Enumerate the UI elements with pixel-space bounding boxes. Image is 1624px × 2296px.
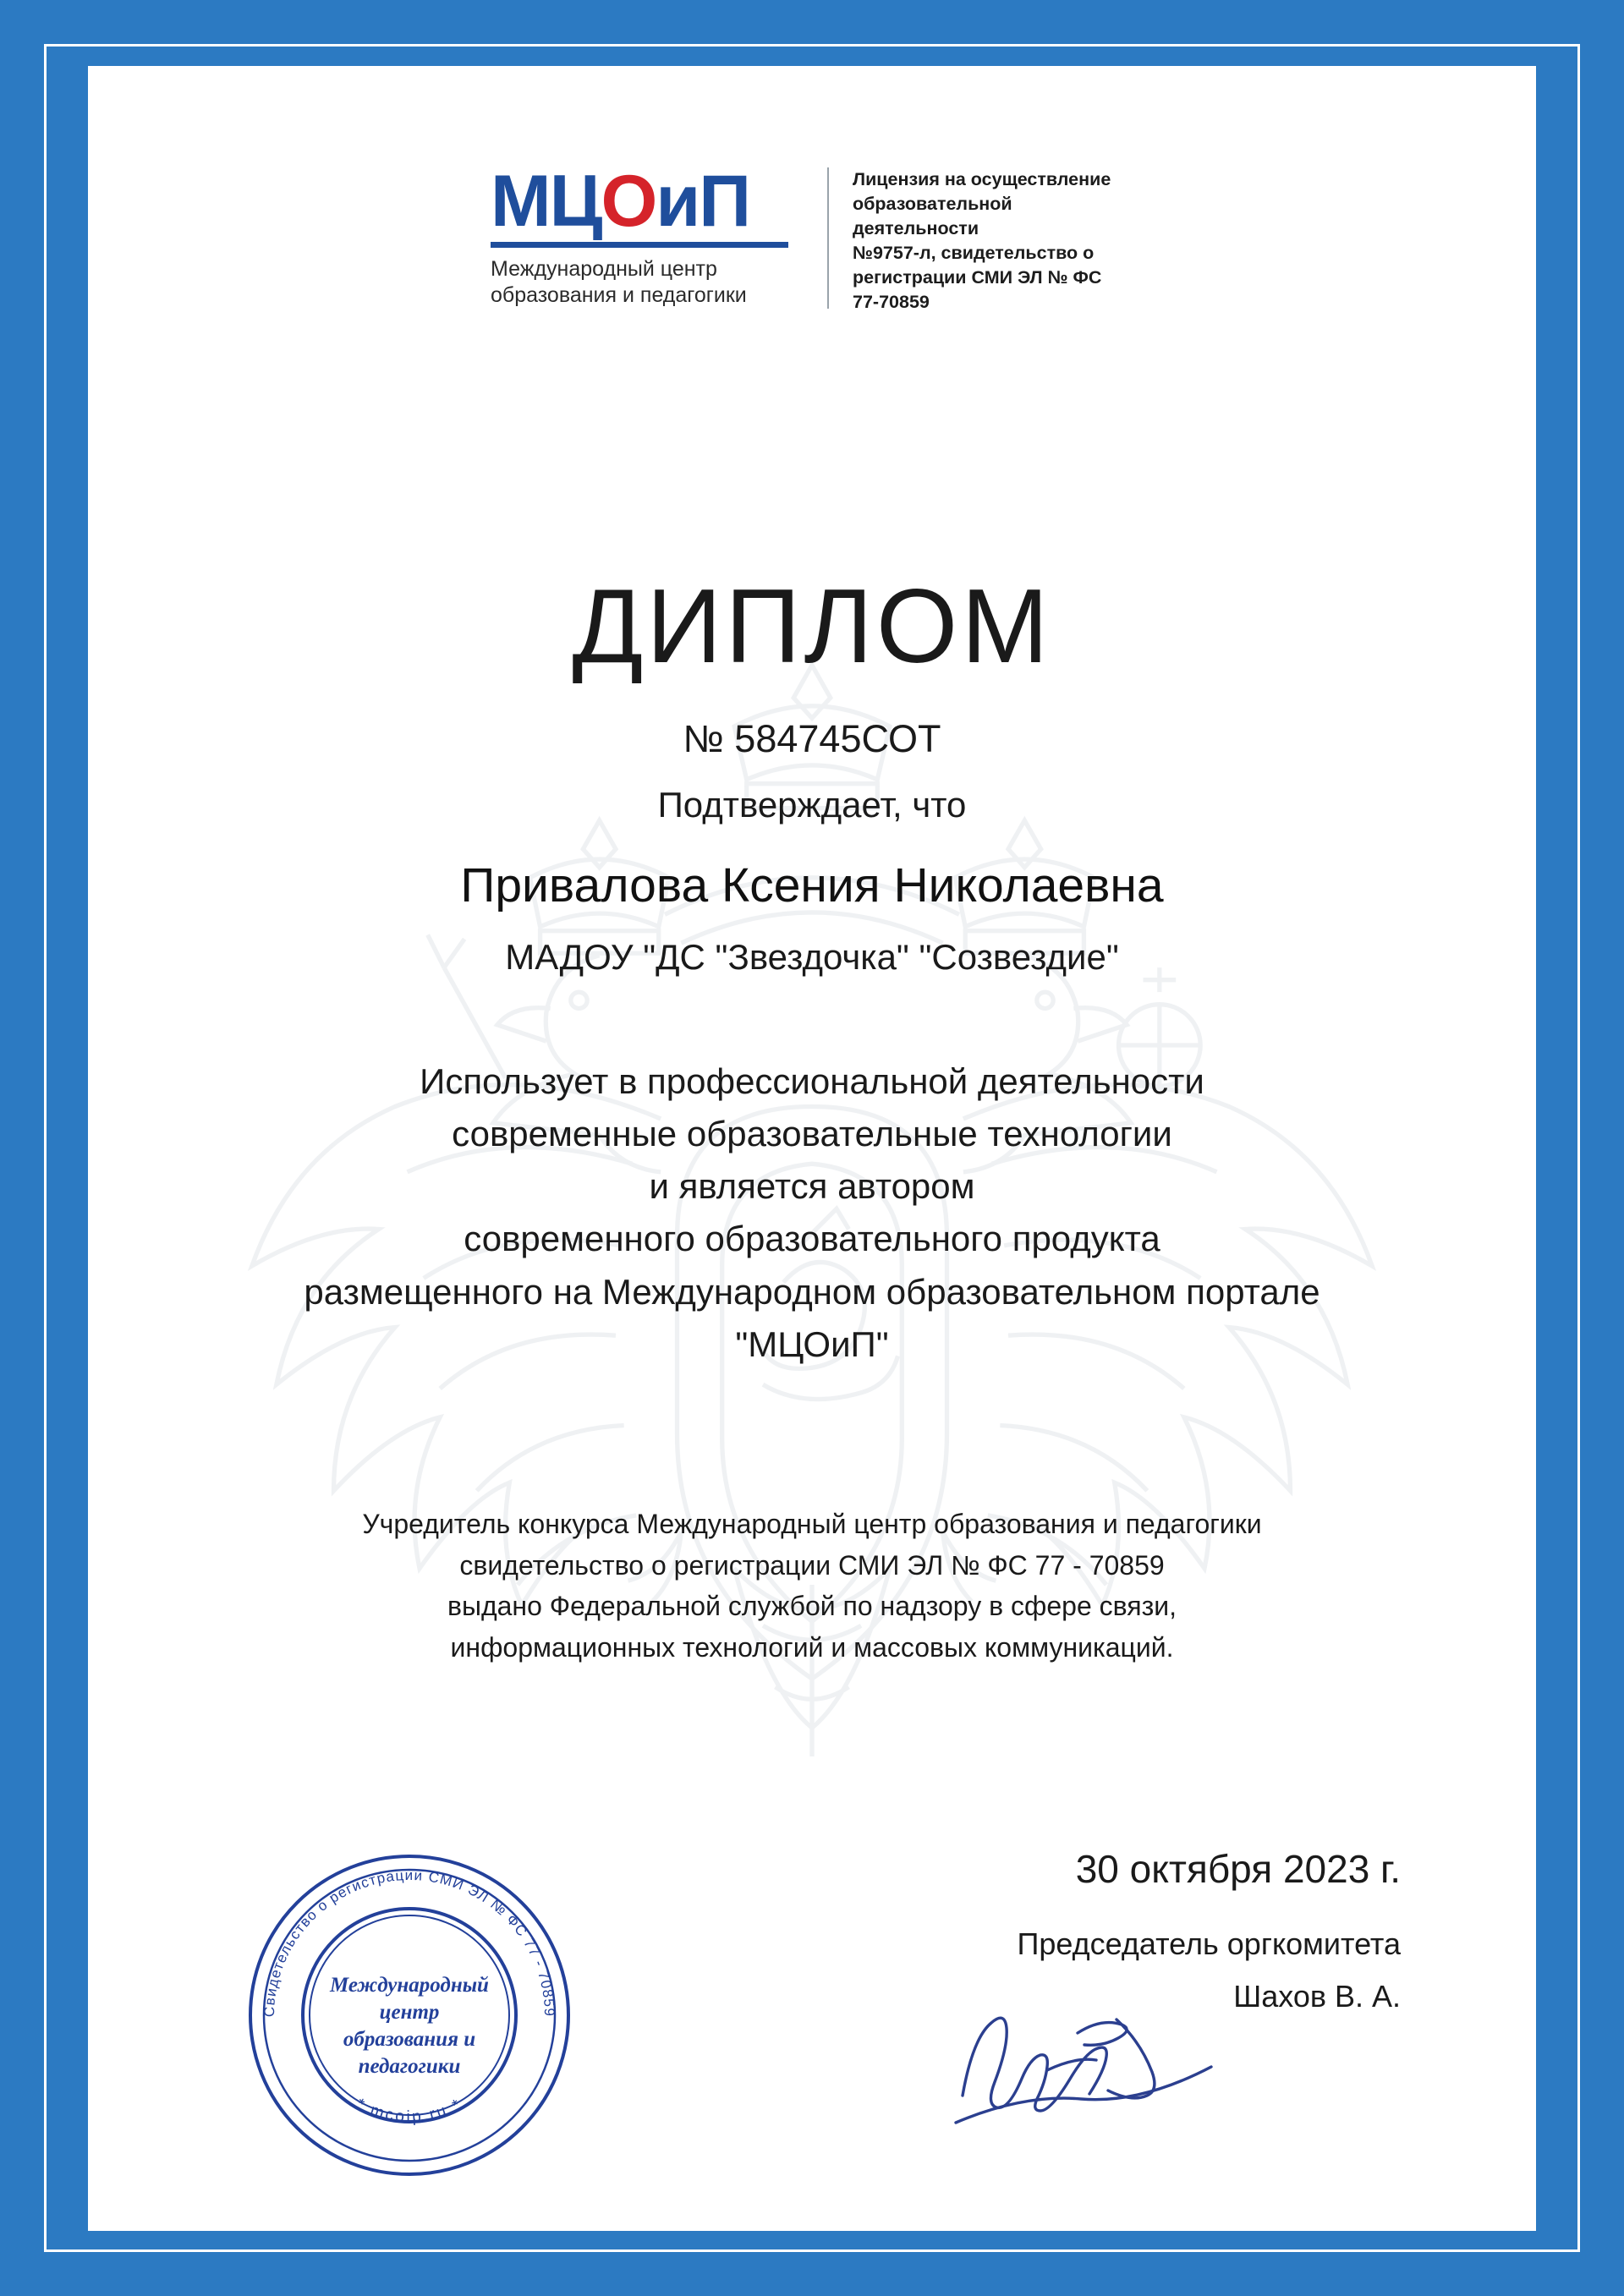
svg-text:* mcoip.ru *: * mcoip.ru *	[353, 2095, 466, 2127]
award-body-line-1: Использует в профессиональной деятельности	[420, 1061, 1204, 1101]
logo-subtitle	[491, 256, 805, 310]
logo-subtitle-line-2: образования и педагогики	[491, 282, 747, 307]
award-body-text	[88, 1055, 1536, 1371]
license-line-1: Лицензия на осуществление	[853, 169, 1111, 189]
license-line-4: регистрации СМИ ЭЛ № ФС	[853, 267, 1102, 288]
award-body-line-3: и является автором	[649, 1166, 975, 1207]
logo-subtitle-line-1: Международный центр	[491, 256, 717, 281]
license-line-5: 77-70859	[853, 292, 930, 313]
founder-line-3: выдано Федеральной службой по надзору в сфере связи,	[447, 1591, 1177, 1622]
mcoip-logo	[491, 161, 829, 309]
founder-line-4: информационных технологий и массовых коммуникаций.	[450, 1631, 1174, 1663]
founder-line-2: свидетельство о регистрации СМИ ЭЛ № ФС 77 - 70859	[459, 1549, 1165, 1581]
confirmation-text: Подтверждает, что	[657, 785, 967, 825]
organization-name: МАДОУ "ДС "Звездочка" "Созвездие"	[505, 937, 1119, 977]
page-title: ДИПЛОМ	[572, 568, 1052, 685]
svg-text:Свидетельство о регистрации СМ: Свидетельство о регистрации СМИ ЭЛ № ФС 77 - 70859	[261, 1866, 558, 2018]
license-line-2: образовательной деятельности	[853, 194, 1012, 239]
logo-wordmark	[491, 161, 805, 242]
diploma-number: № 584745СОТ	[683, 717, 941, 760]
svg-text:центр: центр	[379, 2001, 440, 2024]
logo-word-part1: МЦ	[491, 161, 601, 242]
certificate-paper	[88, 66, 1536, 2231]
chairman-title: Председатель оргкомитета	[1017, 1926, 1401, 1961]
svg-text:образования и: образования и	[343, 2028, 476, 2051]
license-info	[829, 167, 1133, 315]
svg-text:Международный: Международный	[330, 1974, 489, 1997]
award-body-line-6: "МЦОиП"	[735, 1323, 889, 1364]
recipient-name: Привалова Ксения Николаевна	[460, 858, 1164, 912]
logo-divider	[491, 242, 788, 248]
svg-text:педагогики: педагогики	[358, 2055, 461, 2078]
license-line-3: №9757-л, свидетельство о	[853, 243, 1095, 264]
award-body-line-5: размещенного на Международном образовательном портале	[304, 1271, 1320, 1312]
signature-icon	[942, 1969, 1247, 2155]
founder-line-1: Учредитель конкурса Международный центр образования и педагогики	[362, 1509, 1262, 1539]
official-stamp-icon	[240, 1846, 579, 2184]
award-body-line-4: современного образовательного продукта	[464, 1219, 1160, 1259]
logo-word-part3: иП	[656, 161, 750, 242]
chairman-name: Шахов В. А.	[1233, 1979, 1401, 2014]
founder-disclaimer	[88, 1504, 1536, 1669]
issue-date: 30 октября 2023 г.	[1075, 1847, 1401, 1891]
document-header	[88, 161, 1536, 315]
award-body-line-2: современные образовательные технологии	[452, 1114, 1172, 1154]
logo-word-part2: О	[601, 161, 656, 242]
